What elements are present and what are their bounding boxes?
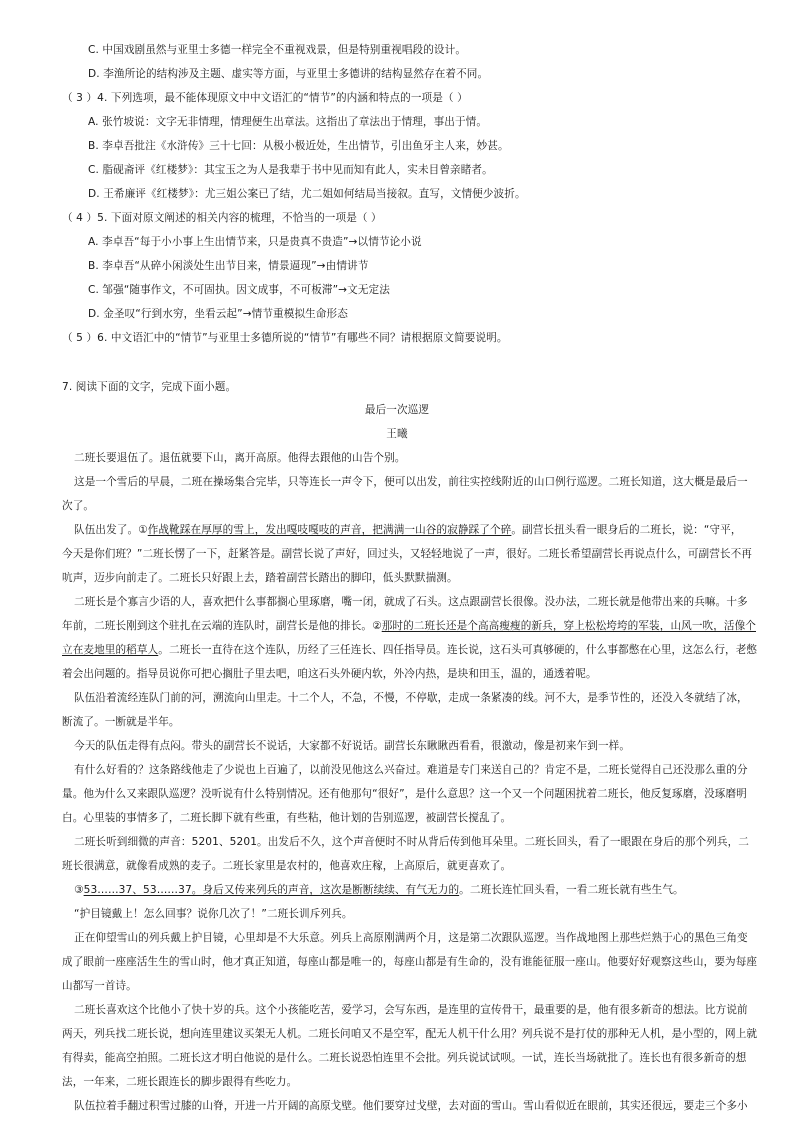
paragraph-7-line-3: 白。心里装的事情多了，二班长脚下就有些重，有些粘，他计划的告别巡逻，被副营长搅乱了。 — [62, 812, 512, 824]
paragraph-12-line-4: 法，一年来，二班长跟连长的脚步跟得有些吃力。 — [62, 1076, 298, 1088]
question-5-stem: （ 5 ）6. 中文语汇中的“情节”与亚里士多德所说的“情节”有哪些不同？请根据原文简要说明。 — [62, 332, 508, 344]
q4-option-c: C. 邹强“随事作文，不可固执。因文成事，不可板滞”→文无定法 — [88, 284, 390, 296]
paragraph-13-line-1: 队伍拉着手翻过积雪过膝的山脊，开进一片开阔的高原戈壁。他们要穿过戈壁，去对面的雪山。雪山看似近在眼前，其实还很远，要走三个多小 — [74, 1100, 748, 1112]
question-7-intro: 7. 阅读下面的文字，完成下面小题。 — [62, 381, 237, 393]
paragraph-6: 今天的队伍走得有点闷。带头的副营长不说话，大家都不好说话。副营长东瞅瞅西看看，很激动，像是初来乍到一样。 — [74, 740, 631, 752]
paragraph-2-line-2: 次了。 — [62, 500, 95, 512]
paragraph-12-line-3: 有得卖，能高空拍照。二班长这才明白他说的是什么。二班长说恐怕连里不会批。列兵说试试呗。一试，连长当场就批了。连长也有很多新奇的想 — [62, 1052, 747, 1064]
p3-text-b: 。副营长扭头看一眼身后的二班长，说：“守平， — [511, 524, 742, 536]
q3-option-c: C. 脂砚斋评《红楼梦》：其宝玉之为人是我辈于书中见而知有此人，实未目曾亲睹者。 — [88, 164, 493, 176]
q4-option-a: A. 李卓吾“每于小小事上生出情节来，只是贵真不贵造”→以情节论小说 — [88, 236, 422, 248]
paragraph-8-line-2: 班长很满意，就像看成熟的麦子。二班长家里是农村的，他喜欢庄稼，上高原后，就更喜欢了。 — [62, 860, 512, 872]
paragraph-4-line-3 — [62, 643, 757, 657]
q4-option-d: D. 金圣叹“行到水穷，坐看云起”→情节重模拟生命形态 — [88, 308, 348, 320]
story-author: 王曦 — [386, 428, 408, 440]
story-title: 最后一次巡逻 — [364, 404, 430, 416]
paragraph-12-line-1: 二班长喜欢这个比他小了快十岁的兵。这个小孩能吃苦，爱学习，会写东西，是连里的宣传骨干，最重要的是，他有很多新奇的想法。比方说前 — [74, 1004, 748, 1016]
p9-text: 。二班长连忙回头看，一看二班长就有些生气。 — [459, 884, 684, 896]
paragraph-4-line-4: 着会出问题的。指导员说你可把心搁肚子里去吧，咱这石头外硬内软，外冷内热，是块和田玉，温的，通透着呢。 — [62, 668, 597, 680]
q3-option-a: A. 张竹坡说：文字无非情理，情理便生出章法。这指出了章法出于情理，事出于情。 — [88, 116, 488, 128]
question-4-stem: （ 4 ）5. 下面对原文阐述的相关内容的梳理，不恰当的一项是（ ） — [62, 212, 382, 224]
paragraph-5-line-2: 断流了。一断就是半年。 — [62, 716, 180, 728]
paragraph-7-line-1: 有什么好看的？这条路线他走了少说也上百遍了，以前没见他这么兴奋过。难道是专门来送自己的？肯定不是，二班长觉得自己还没那么重的分 — [74, 764, 748, 776]
p3-text-a: 队伍出发了。① — [74, 524, 148, 536]
paragraph-3-line-2: 今天是你们班？”二班长愣了一下，赶紧答是。副营长说了声好，回过头，又轻轻地说了一声，很好。二班长希望副营长再说点什么，可副营长不再 — [62, 548, 752, 560]
paragraph-11-line-1: 正在仰望雪山的列兵戴上护目镜，心里却是不大乐意。列兵上高原刚满两个月，这是第二次跟队巡逻。当作战地图上那些烂熟于心的黑色三角变 — [74, 932, 748, 944]
paragraph-7-line-2: 量。他为什么又来跟队巡逻？没听说有什么特别情况。还有他那句“很好”，是什么意思？这一个又一个问题困扰着二班长，他反复琢磨，没琢磨明 — [62, 788, 747, 800]
paragraph-4-line-2 — [62, 619, 756, 633]
paragraph-11-line-3: 山都写一首诗。 — [62, 980, 137, 992]
paragraph-2-line-1: 这是一个雪后的早晨，二班在操场集合完毕，只等连长一声令下，便可以出发，前往实控线附近的山口例行巡逻。二班长知道，这大概是最后一 — [74, 476, 748, 488]
underlined-sentence-1: 作战靴踩在厚厚的雪上，发出嘎吱嘎吱的声音，把满满一山谷的寂静踩了个碎 — [147, 524, 512, 536]
paragraph-12-line-2: 两天，列兵找二班长说，想向连里建议买架无人机。二班长问咱又不是空军，配无人机干什么用？列兵说不是打仗的那种无人机，是小型的，网上就 — [62, 1028, 758, 1040]
underlined-sentence-2b: 立在麦地里的稻草人 — [62, 644, 159, 656]
underlined-sentence-2a: 那时的二班长还是个高高瘦瘦的新兵，穿上松松垮垮的军装，山风一吹，活像个 — [381, 620, 756, 632]
paragraph-8-line-1: 二班长听到细微的声音：5201、5201。出发后不久，这个声音便时不时从背后传到他耳朵里。二班长回头，看了一眼跟在身后的那个列兵，二 — [74, 836, 749, 848]
p4-text-b: 。二班长一直待在这个连队，历经了三任连长、四任指导员。连长说，这石头可真够硬的，什么事都憋在心里，这怎么行，老憋 — [158, 644, 758, 656]
paragraph-9 — [74, 883, 684, 897]
option-d: D. 李渔所论的结构涉及主题、虚实等方面，与亚里士多德讲的结构显然存在着不同。 — [88, 68, 489, 80]
option-c: C. 中国戏剧虽然与亚里士多德一样完全不重视戏景，但是特别重视唱段的设计。 — [88, 44, 467, 56]
paragraph-11-line-2: 成了眼前一座座活生生的雪山时，他才真正知道，每座山都是唯一的，每座山都是有生命的，没有谁能征服一座山。他要好好观察这些山，要为每座 — [62, 956, 758, 968]
paragraph-5-line-1: 队伍沿着流经连队门前的河，溯流向山里走。十二个人，不急，不慢，不停歇，走成一条紧凑的线。河不大，是季节性的，还没入冬就结了冰， — [74, 692, 748, 704]
paragraph-4-line-1: 二班长是个寡言少语的人，喜欢把什么事都搁心里琢磨，嘴一闭，就成了石头。这点跟副营长很像。没办法，二班长就是他带出来的兵嘛。十多 — [74, 596, 748, 608]
q4-option-b: B. 李卓吾“从碎小闲淡处生出节目来，情景逼现”→由情讲节 — [88, 260, 369, 272]
question-3-stem: （ 3 ）4. 下列选项，最不能体现原文中中文语汇的“情节”的内涵和特点的一项是（ ） — [62, 92, 468, 104]
paragraph-3-line-1 — [74, 523, 742, 537]
q3-option-d: D. 王希廉评《红楼梦》：尤三姐公案已了结，尤二姐如何结局当接叙。直写，文情便少波折。 — [88, 188, 526, 200]
p9-marker: ③ — [74, 884, 84, 896]
q3-option-b: B. 李卓吾批注《水浒传》三十七回：从极小极近处，生出情节，引出鱼牙主人来，妙甚。 — [88, 140, 509, 152]
p4-text-a: 年前，二班长刚到这个驻扎在云端的连队时，副营长是他的排长。② — [62, 620, 382, 632]
paragraph-10: “护目镜戴上！怎么回事？说你几次了！”二班长训斥列兵。 — [74, 908, 353, 920]
paragraph-1: 二班长要退伍了。退伍就要下山，离开高原。他得去跟他的山告个别。 — [74, 452, 406, 464]
paragraph-3-line-3: 吭声，迈步向前走了。二班长只好跟上去，踏着副营长踏出的脚印，低头默默揣测。 — [62, 572, 458, 584]
underlined-sentence-3: 53……37、53……37。身后又传来列兵的声音，这次是断断续续、有气无力的 — [83, 884, 460, 896]
